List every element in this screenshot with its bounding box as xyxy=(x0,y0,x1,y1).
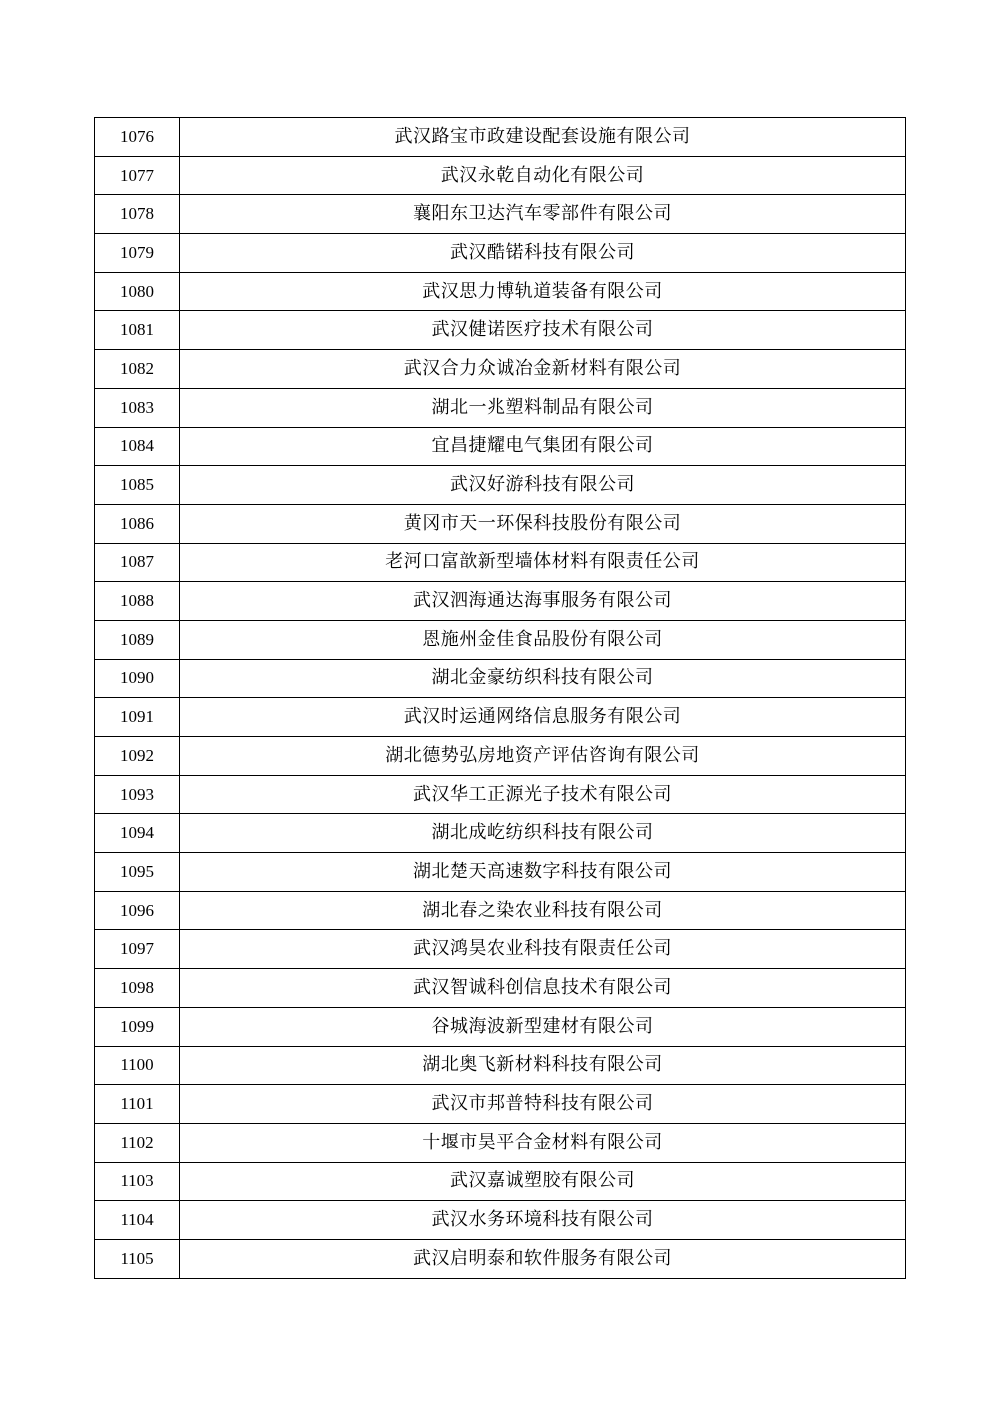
company-name: 武汉鸿昊农业科技有限责任公司 xyxy=(180,930,906,969)
table-row xyxy=(95,427,906,466)
row-number: 1091 xyxy=(95,698,180,737)
row-number: 1093 xyxy=(95,775,180,814)
table-row xyxy=(95,930,906,969)
row-number: 1081 xyxy=(95,311,180,350)
company-name: 湖北德势弘房地资产评估咨询有限公司 xyxy=(180,737,906,776)
company-name: 武汉华工正源光子技术有限公司 xyxy=(180,775,906,814)
company-name: 武汉泗海通达海事服务有限公司 xyxy=(180,582,906,621)
row-number: 1084 xyxy=(95,427,180,466)
row-number: 1082 xyxy=(95,350,180,389)
table-row xyxy=(95,350,906,389)
table-row xyxy=(95,1085,906,1124)
table-row xyxy=(95,504,906,543)
table-row xyxy=(95,1046,906,1085)
company-name: 武汉思力博轨道装备有限公司 xyxy=(180,272,906,311)
row-number: 1083 xyxy=(95,388,180,427)
company-name: 武汉时运通网络信息服务有限公司 xyxy=(180,698,906,737)
company-name: 湖北成屹纺织科技有限公司 xyxy=(180,814,906,853)
row-number: 1102 xyxy=(95,1123,180,1162)
row-number: 1088 xyxy=(95,582,180,621)
row-number: 1104 xyxy=(95,1201,180,1240)
table-row xyxy=(95,118,906,157)
table-row xyxy=(95,659,906,698)
company-name: 恩施州金佳食品股份有限公司 xyxy=(180,620,906,659)
table-row xyxy=(95,195,906,234)
company-name: 宜昌捷耀电气集团有限公司 xyxy=(180,427,906,466)
table-row xyxy=(95,156,906,195)
company-name: 谷城海波新型建材有限公司 xyxy=(180,1007,906,1046)
row-number: 1095 xyxy=(95,853,180,892)
row-number: 1090 xyxy=(95,659,180,698)
company-name: 武汉酷锘科技有限公司 xyxy=(180,234,906,273)
company-name: 武汉路宝市政建设配套设施有限公司 xyxy=(180,118,906,157)
table-row xyxy=(95,1162,906,1201)
row-number: 1077 xyxy=(95,156,180,195)
row-number: 1078 xyxy=(95,195,180,234)
company-name: 湖北金豪纺织科技有限公司 xyxy=(180,659,906,698)
row-number: 1089 xyxy=(95,620,180,659)
table-row xyxy=(95,1201,906,1240)
company-list-table xyxy=(94,117,906,1279)
company-name: 老河口富歆新型墙体材料有限责任公司 xyxy=(180,543,906,582)
table-row xyxy=(95,234,906,273)
company-name: 湖北奥飞新材料科技有限公司 xyxy=(180,1046,906,1085)
table-row xyxy=(95,311,906,350)
row-number: 1094 xyxy=(95,814,180,853)
row-number: 1080 xyxy=(95,272,180,311)
table-row xyxy=(95,466,906,505)
row-number: 1103 xyxy=(95,1162,180,1201)
company-name: 黄冈市天一环保科技股份有限公司 xyxy=(180,504,906,543)
company-name: 十堰市昊平合金材料有限公司 xyxy=(180,1123,906,1162)
company-name: 湖北春之染农业科技有限公司 xyxy=(180,891,906,930)
row-number: 1087 xyxy=(95,543,180,582)
company-name: 湖北一兆塑料制品有限公司 xyxy=(180,388,906,427)
row-number: 1076 xyxy=(95,118,180,157)
table-row xyxy=(95,737,906,776)
table-body xyxy=(95,118,906,1279)
table-row xyxy=(95,698,906,737)
company-name: 武汉启明泰和软件服务有限公司 xyxy=(180,1239,906,1278)
row-number: 1100 xyxy=(95,1046,180,1085)
table-row xyxy=(95,272,906,311)
row-number: 1079 xyxy=(95,234,180,273)
table-row xyxy=(95,969,906,1008)
row-number: 1099 xyxy=(95,1007,180,1046)
table-row xyxy=(95,891,906,930)
row-number: 1092 xyxy=(95,737,180,776)
company-name: 襄阳东卫达汽车零部件有限公司 xyxy=(180,195,906,234)
row-number: 1097 xyxy=(95,930,180,969)
row-number: 1086 xyxy=(95,504,180,543)
row-number: 1105 xyxy=(95,1239,180,1278)
table-row xyxy=(95,620,906,659)
company-name: 武汉水务环境科技有限公司 xyxy=(180,1201,906,1240)
company-name: 武汉嘉诚塑胶有限公司 xyxy=(180,1162,906,1201)
row-number: 1101 xyxy=(95,1085,180,1124)
company-name: 武汉好游科技有限公司 xyxy=(180,466,906,505)
table-row xyxy=(95,543,906,582)
row-number: 1098 xyxy=(95,969,180,1008)
table-row xyxy=(95,582,906,621)
company-name: 武汉市邦普特科技有限公司 xyxy=(180,1085,906,1124)
table-row xyxy=(95,388,906,427)
row-number: 1096 xyxy=(95,891,180,930)
company-name: 武汉永乾自动化有限公司 xyxy=(180,156,906,195)
company-name: 湖北楚天高速数字科技有限公司 xyxy=(180,853,906,892)
row-number: 1085 xyxy=(95,466,180,505)
company-name: 武汉智诚科创信息技术有限公司 xyxy=(180,969,906,1008)
table-row xyxy=(95,775,906,814)
table-row xyxy=(95,853,906,892)
table-row xyxy=(95,814,906,853)
company-name: 武汉合力众诚冶金新材料有限公司 xyxy=(180,350,906,389)
table-row xyxy=(95,1007,906,1046)
table-row xyxy=(95,1239,906,1278)
company-name: 武汉健诺医疗技术有限公司 xyxy=(180,311,906,350)
table-row xyxy=(95,1123,906,1162)
